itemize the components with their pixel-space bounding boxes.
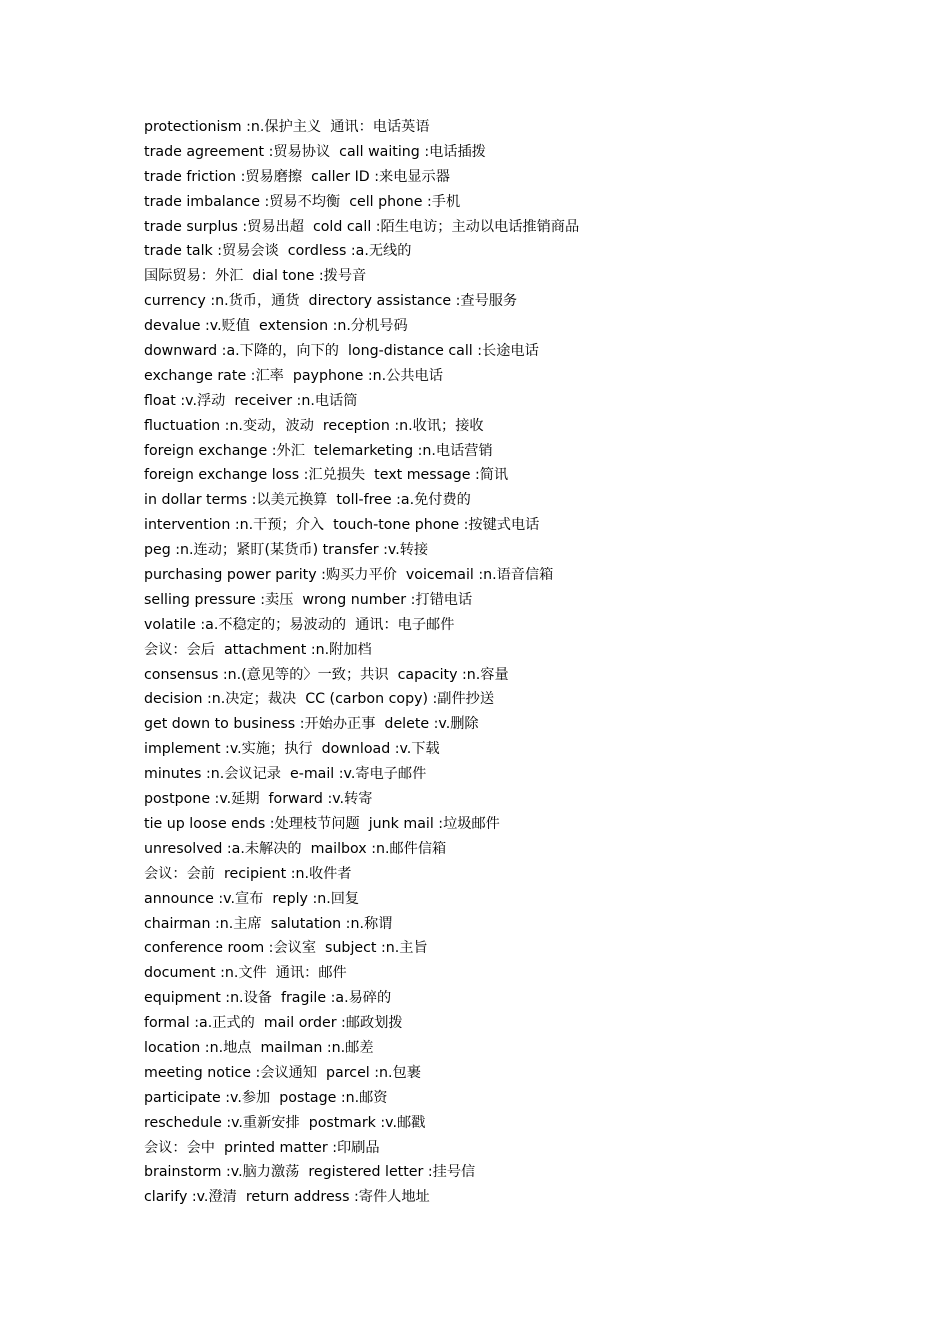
vocabulary-line: peg :n.连动；紧盯(某货币) transfer :v.转接 xyxy=(144,542,429,559)
vocabulary-line: participate :v.参加 postage :n.邮资 xyxy=(144,1089,388,1106)
vocabulary-line: reschedule :v.重新安排 postmark :v.邮戳 xyxy=(144,1114,426,1131)
vocabulary-line: clarify :v.澄清 return address :寄件人地址 xyxy=(144,1189,430,1206)
vocabulary-line: in dollar terms :以美元换算 toll-free :a.免付费的 xyxy=(144,492,471,509)
vocabulary-line: location :n.地点 mailman :n.邮差 xyxy=(144,1039,374,1056)
vocabulary-line: trade friction :贸易磨擦 caller ID :来电显示器 xyxy=(144,168,450,185)
vocabulary-line: unresolved :a.未解决的 mailbox :n.邮件信箱 xyxy=(144,840,447,857)
vocabulary-line: fluctuation :n.变动，波动 reception :n.收讯；接收 xyxy=(144,417,484,434)
vocabulary-line: foreign exchange :外汇 telemarketing :n.电话营销 xyxy=(144,442,493,459)
vocabulary-line: minutes :n.会议记录 e-mail :v.寄电子邮件 xyxy=(144,766,427,783)
vocabulary-line: tie up loose ends :处理枝节问题 junk mail :垃圾邮件 xyxy=(144,815,500,832)
vocabulary-line: trade agreement :贸易协议 call waiting :电话插拨 xyxy=(144,143,486,160)
vocabulary-line: consensus :n.(意见等的〉一致；共识 capacity :n.容量 xyxy=(144,666,509,683)
vocabulary-line: decision :n.决定；裁决 CC (carbon copy) :副件抄送 xyxy=(144,691,495,708)
vocabulary-line: devalue :v.贬值 extension :n.分机号码 xyxy=(144,318,408,335)
vocabulary-line: formal :a.正式的 mail order :邮政划拨 xyxy=(144,1015,403,1032)
vocabulary-line: downward :a.下降的，向下的 long-distance call :长途电话 xyxy=(144,343,539,360)
vocabulary-line: announce :v.宣布 reply :n.回复 xyxy=(144,890,360,907)
vocabulary-line: purchasing power parity :购买力平价 voicemail :n.语音信箱 xyxy=(144,567,554,584)
vocabulary-line: float :v.浮动 receiver :n.电话筒 xyxy=(144,392,358,409)
vocabulary-line: foreign exchange loss :汇兑损失 text message :简讯 xyxy=(144,467,509,484)
vocabulary-line: meeting notice :会议通知 parcel :n.包裹 xyxy=(144,1064,421,1081)
vocabulary-line: currency :n.货币，通货 directory assistance :查号服务 xyxy=(144,293,518,310)
vocabulary-line: 国际贸易：外汇 dial tone :拨号音 xyxy=(144,268,367,285)
vocabulary-line: trade imbalance :贸易不均衡 cell phone :手机 xyxy=(144,193,461,210)
vocabulary-list xyxy=(144,115,904,1210)
vocabulary-line: postpone :v.延期 forward :v.转寄 xyxy=(144,791,373,808)
vocabulary-line: intervention :n.干预；介入 touch-tone phone :按键式电话 xyxy=(144,517,540,534)
vocabulary-line: 会议：会中 printed matter :印刷品 xyxy=(144,1139,380,1156)
vocabulary-line: equipment :n.设备 fragile :a.易碎的 xyxy=(144,990,392,1007)
vocabulary-line: chairman :n.主席 salutation :n.称谓 xyxy=(144,915,393,932)
vocabulary-line: volatile :a.不稳定的；易波动的 通讯：电子邮件 xyxy=(144,616,455,633)
vocabulary-line: trade surplus :贸易出超 cold call :陌生电访；主动以电话推销商品 xyxy=(144,218,580,235)
vocabulary-line: get down to business :开始办正事 delete :v.删除 xyxy=(144,716,479,733)
vocabulary-line: 会议：会前 recipient :n.收件者 xyxy=(144,865,352,882)
vocabulary-line: 会议：会后 attachment :n.附加档 xyxy=(144,641,372,658)
vocabulary-line: implement :v.实施；执行 download :v.下载 xyxy=(144,741,440,758)
vocabulary-line: trade talk :贸易会谈 cordless :a.无线的 xyxy=(144,243,412,260)
vocabulary-line: selling pressure :卖压 wrong number :打错电话 xyxy=(144,591,473,608)
vocabulary-line: document :n.文件 通讯：邮件 xyxy=(144,965,347,982)
vocabulary-line: exchange rate :汇率 payphone :n.公共电话 xyxy=(144,367,443,384)
vocabulary-line: conference room :会议室 subject :n.主旨 xyxy=(144,940,428,957)
vocabulary-line: protectionism :n.保护主义 通讯：电话英语 xyxy=(144,119,430,135)
vocabulary-line: brainstorm :v.脑力激荡 registered letter :挂号信 xyxy=(144,1164,476,1181)
